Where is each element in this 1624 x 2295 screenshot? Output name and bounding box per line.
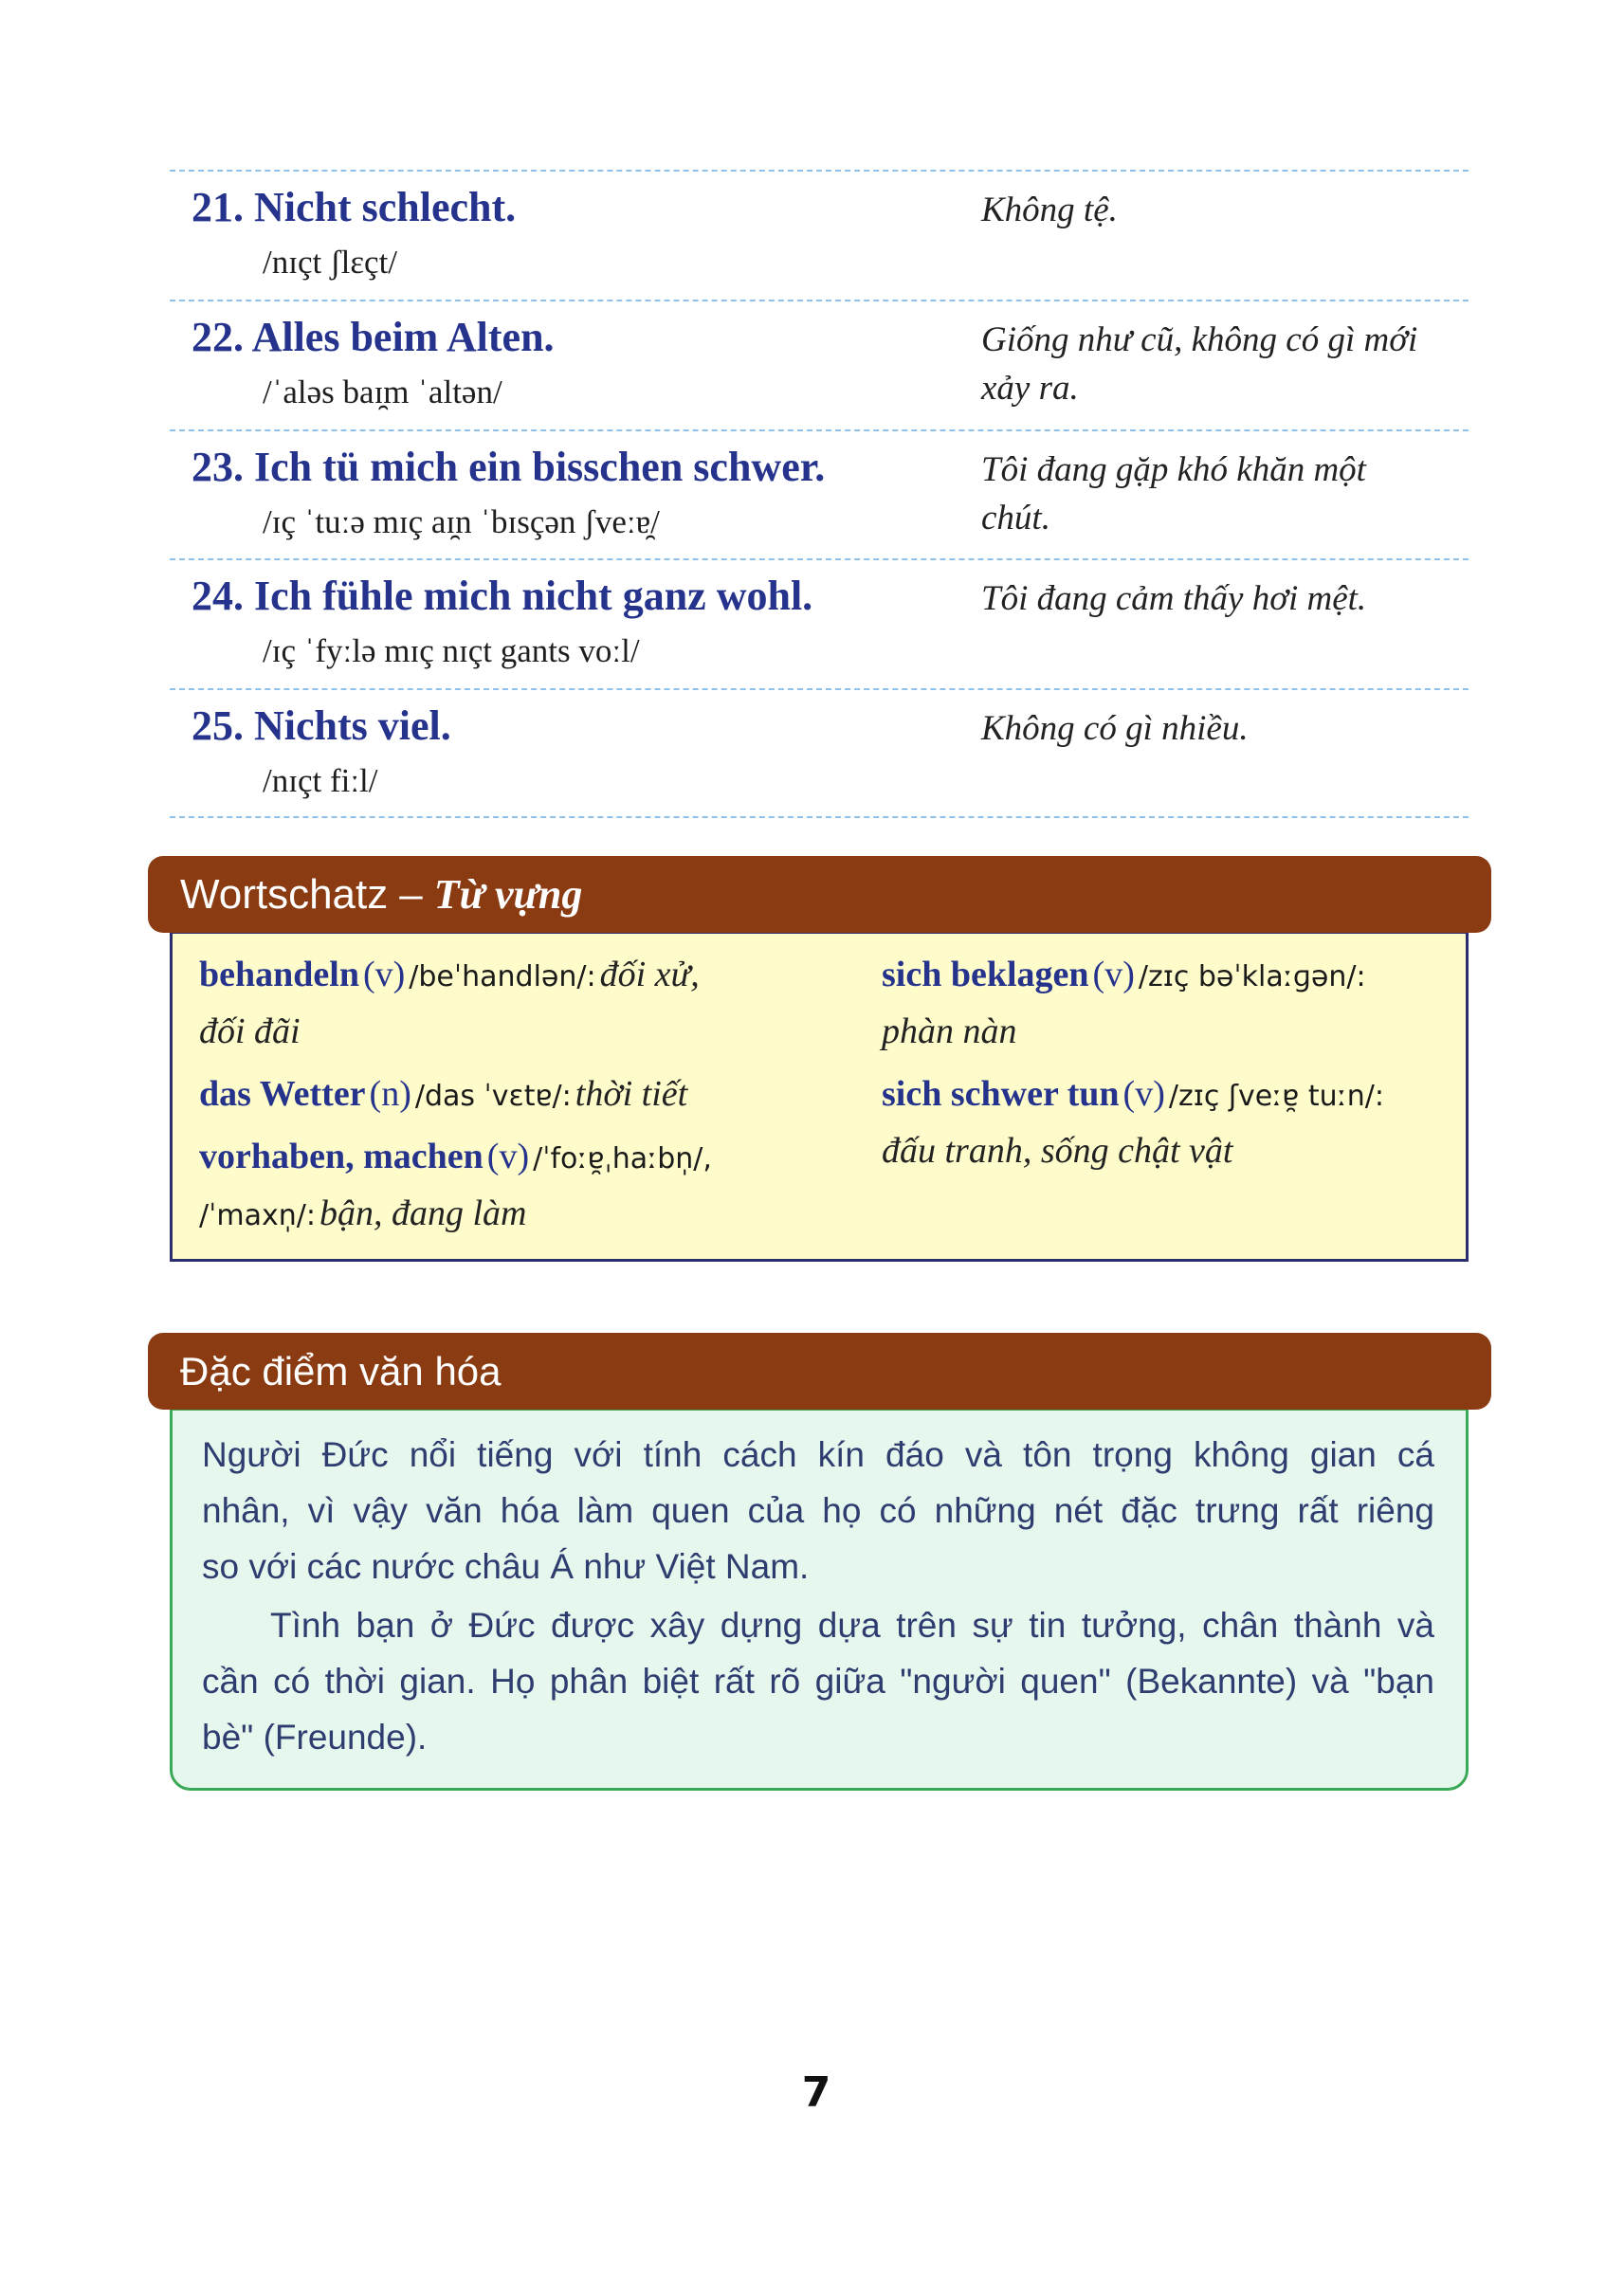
vocab-line bbox=[882, 1122, 1384, 1179]
culture-text bbox=[202, 1427, 1434, 1768]
phrase-ipa: /ɪç ˈfyːlə mɪç nɪçt gants voːl/ bbox=[263, 632, 640, 669]
translation-line: chút. bbox=[981, 499, 1050, 537]
vocab-line bbox=[882, 1066, 1384, 1122]
vocab-meaning: bận, đang làm bbox=[319, 1193, 527, 1233]
culture-line: so với các nước châu Á như Việt Nam. bbox=[202, 1547, 810, 1586]
culture-line: cần có thời gian. Họ phân biệt rất rõ giữa "người quen" (Bekannte) và "bạn bbox=[202, 1662, 1434, 1701]
divider-line bbox=[170, 688, 1469, 690]
vocab-line bbox=[199, 946, 712, 1003]
phrase-row bbox=[0, 429, 1624, 559]
phrase-row bbox=[0, 300, 1624, 429]
vocab-part-of-speech: (v) bbox=[486, 1137, 530, 1176]
phrase-ipa: /ˈaləs baɪ̯m ˈaltən/ bbox=[263, 373, 502, 410]
vocab-meaning: đối đãi bbox=[199, 1011, 301, 1051]
culture-section-header bbox=[148, 1333, 1491, 1410]
vocab-part-of-speech: (v) bbox=[362, 955, 406, 994]
vocab-meaning: đấu tranh, sống chật vật bbox=[882, 1131, 1233, 1171]
phrase-ipa: /nɪçt ʃlɛçt/ bbox=[263, 244, 398, 281]
vocab-part-of-speech: (n) bbox=[369, 1074, 411, 1114]
phrase-row bbox=[0, 558, 1624, 688]
phrase-translation bbox=[981, 704, 1460, 753]
phrase-translation bbox=[981, 316, 1460, 412]
phrase-headline: 25. Nichts viel. bbox=[192, 702, 451, 749]
translation-line: Giống như cũ, không có gì mới bbox=[981, 320, 1418, 359]
vocab-line bbox=[199, 1066, 712, 1122]
vocab-word: vorhaben, machen bbox=[199, 1137, 484, 1176]
vocab-ipa: /ˈfoːɐ̯ˌhaːbn̩/, bbox=[533, 1142, 712, 1175]
culture-line: Tình bạn ở Đức được xây dựng dựa trên sự tin tưởng, chân thành và bbox=[270, 1606, 1434, 1645]
phrase-row bbox=[0, 170, 1624, 300]
divider-line bbox=[170, 558, 1469, 560]
vocab-section-header bbox=[148, 856, 1491, 933]
vocab-entry bbox=[199, 1066, 712, 1122]
vocab-word: sich schwer tun bbox=[882, 1074, 1120, 1114]
vocab-word: sich beklagen bbox=[882, 955, 1089, 994]
translation-line: Không tệ. bbox=[981, 191, 1118, 229]
vocab-ipa: /ˈmaxn̩/: bbox=[199, 1199, 316, 1232]
vocab-ipa: /zɪç bəˈklaːɡən/: bbox=[1138, 960, 1366, 993]
divider-line bbox=[170, 429, 1469, 431]
phrase-translation bbox=[981, 574, 1460, 623]
culture-line: nhân, vì vậy văn hóa làm quen của họ có những nét đặc trưng rất riêng bbox=[202, 1491, 1434, 1530]
vocab-line bbox=[882, 1003, 1384, 1060]
vocab-column-right bbox=[882, 946, 1384, 1185]
page-number: 7 bbox=[801, 2068, 831, 2117]
vocab-ipa: /zɪç ʃveːɐ̯ tuːn/: bbox=[1168, 1080, 1384, 1113]
vocab-part-of-speech: (v) bbox=[1092, 955, 1135, 994]
vocab-line bbox=[199, 1003, 712, 1060]
phrase-ipa: /ɪç ˈtuːə mɪç aɪ̯n ˈbɪsçən ʃveːɐ̯/ bbox=[263, 503, 660, 540]
phrase-ipa: /nɪçt fiːl/ bbox=[263, 762, 378, 799]
vocab-meaning: thời tiết bbox=[575, 1074, 688, 1114]
vocab-entry bbox=[199, 1128, 712, 1242]
vocab-column-left bbox=[199, 946, 712, 1248]
vocab-word: behandeln bbox=[199, 955, 359, 994]
culture-line: bè" (Freunde). bbox=[202, 1718, 428, 1757]
divider-line bbox=[170, 170, 1469, 172]
vocab-title-vietnamese: Từ vựng bbox=[433, 871, 583, 918]
vocab-ipa: /das ˈvɛtɐ/: bbox=[414, 1080, 572, 1113]
vocab-line bbox=[199, 1185, 712, 1242]
vocab-entry bbox=[882, 1066, 1384, 1179]
phrase-headline: 24. Ich fühle mich nicht ganz wohl. bbox=[192, 573, 813, 619]
culture-line: Người Đức nổi tiếng với tính cách kín đáo và tôn trọng không gian cá bbox=[202, 1435, 1434, 1474]
phrase-headline: 22. Alles beim Alten. bbox=[192, 314, 555, 360]
divider-line bbox=[170, 300, 1469, 301]
phrase-translation bbox=[981, 186, 1460, 234]
phrase-translation bbox=[981, 446, 1460, 542]
vocab-ipa: /beˈhandlən/: bbox=[409, 960, 596, 993]
divider-line bbox=[170, 816, 1469, 818]
translation-line: xảy ra. bbox=[981, 369, 1079, 408]
vocab-meaning: đối xử, bbox=[599, 955, 700, 994]
vocab-title: Wortschatz bbox=[180, 870, 389, 918]
vocab-title-separator: – bbox=[399, 870, 423, 918]
vocab-word: das Wetter bbox=[199, 1074, 366, 1114]
vocab-entry bbox=[882, 946, 1384, 1060]
vocab-line bbox=[882, 946, 1384, 1003]
culture-title: Đặc điểm văn hóa bbox=[180, 1348, 502, 1393]
phrase-headline: 23. Ich tü mich ein bisschen schwer. bbox=[192, 444, 826, 490]
culture-paragraph bbox=[202, 1427, 1434, 1594]
phrase-headline: 21. Nicht schlecht. bbox=[192, 184, 517, 230]
vocab-line bbox=[199, 1128, 712, 1185]
translation-line: Không có gì nhiều. bbox=[981, 709, 1249, 748]
vocab-meaning: phàn nàn bbox=[882, 1011, 1017, 1051]
phrase-row bbox=[0, 688, 1624, 818]
vocab-entry bbox=[199, 946, 712, 1060]
translation-line: Tôi đang gặp khó khăn một bbox=[981, 450, 1366, 489]
culture-paragraph bbox=[202, 1597, 1434, 1765]
vocab-part-of-speech: (v) bbox=[1122, 1074, 1165, 1114]
translation-line: Tôi đang cảm thấy hơi mệt. bbox=[981, 579, 1367, 618]
